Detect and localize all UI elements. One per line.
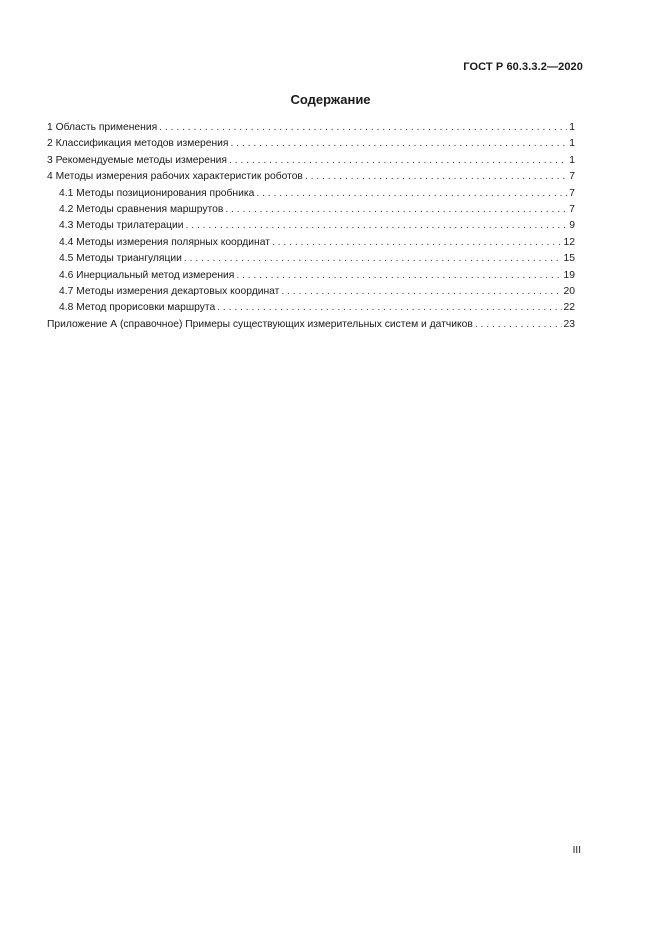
toc-title: Содержание [290,92,371,107]
toc-leader-dots [186,218,568,234]
toc-entry-page: 1 [569,122,575,133]
toc-leader-dots [225,202,567,218]
toc-leader-dots [229,153,567,169]
toc-entry-page: 20 [563,285,575,297]
toc-entry-page: 23 [563,318,575,330]
toc-entry-label: 4.3 Методы трилатерации [59,220,184,232]
toc-entry-label: 4.1 Методы позиционирования пробника [59,187,255,199]
toc-leader-dots [159,120,567,136]
toc-subentry[interactable] [47,186,575,202]
toc-leader-dots [272,235,562,251]
toc-entry-label: 4 Методы измерения рабочих характеристик роботов [47,171,303,183]
toc-leader-dots [475,317,562,333]
toc-entry[interactable] [47,120,575,136]
toc-entry-label: 4.4 Методы измерения полярных координат [59,236,270,248]
toc-entry-appendix[interactable] [47,317,575,333]
toc-entry-page: 19 [563,269,575,281]
toc-leader-dots [256,186,567,202]
toc-leader-dots [184,251,562,267]
toc-entry-label: 4.7 Методы измерения декартовых координат [59,285,280,297]
toc-entry-label: 1 Область применения [47,122,158,133]
toc-entry-page: 22 [563,302,575,314]
page-number: III [572,845,581,856]
toc-subentry[interactable] [47,300,575,316]
toc-entry-label: 4.5 Методы триангуляции [59,253,182,265]
toc-entry-label: 4.2 Методы сравнения маршрутов [59,203,224,215]
toc-leader-dots [231,136,568,152]
toc-entry[interactable] [47,153,575,169]
toc-entry-page: 7 [569,171,575,183]
toc-leader-dots [281,284,561,300]
toc-subentry[interactable] [47,251,575,267]
toc-entry-label: 3 Рекомендуемые методы измерения [47,154,227,166]
toc-entry[interactable] [47,169,575,185]
toc-entry-label: 4.8 Метод прорисовки маршрута [59,302,216,314]
toc-entry-label: Приложение А (справочное) Примеры существующих измерительных систем и датчиков [47,318,473,330]
toc-subentry[interactable] [47,202,575,218]
toc-entry-label: 4.6 Инерциальный метод измерения [59,269,235,281]
standard-id: ГОСТ Р 60.3.3.2—2020 [463,61,583,73]
toc-entry-label: 2 Классификация методов измерения [47,138,229,150]
toc-leader-dots [236,268,561,284]
toc-entry-page: 7 [569,187,575,199]
toc-entry-page: 12 [563,236,575,248]
toc-entry-page: 1 [569,138,575,150]
toc-entry-page: 9 [569,220,575,232]
toc-subentry[interactable] [47,218,575,234]
toc-subentry[interactable] [47,235,575,251]
toc-entry-page: 1 [569,154,575,166]
toc-entry-page: 15 [563,253,575,265]
toc-subentry[interactable] [47,284,575,300]
toc-entry[interactable] [47,136,575,152]
table-of-contents [47,120,575,333]
toc-leader-dots [305,169,567,185]
toc-entry-page: 7 [569,203,575,215]
toc-leader-dots [217,300,561,316]
toc-subentry[interactable] [47,268,575,284]
